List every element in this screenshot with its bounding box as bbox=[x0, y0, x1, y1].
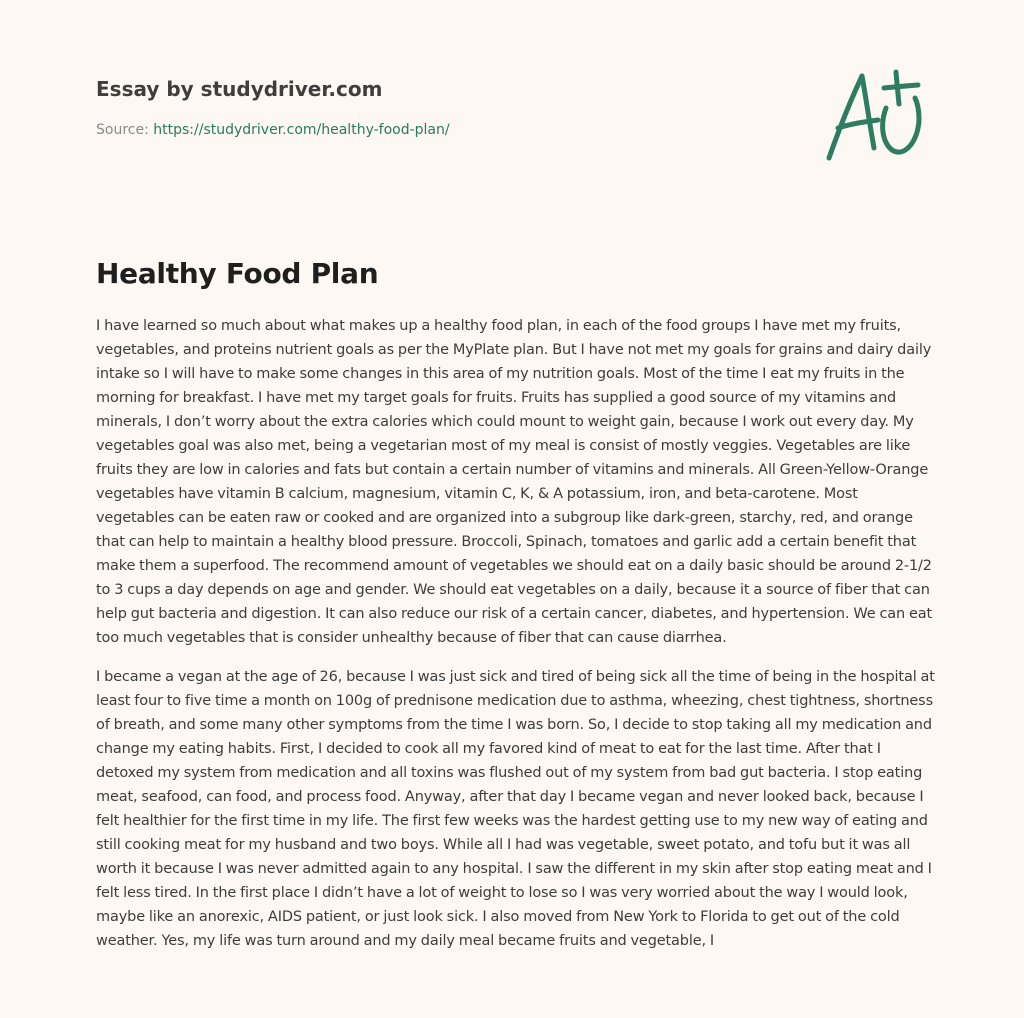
essay-paragraph: I have learned so much about what makes up a healthy food plan, in each of the food groups I have met my fruits, vegetables, and proteins nutrient goals as per the MyPlate plan. But I have not met my goals for grains and dairy daily intake so I will have to make some changes in this area of my nutrition goals. Most of the time I eat my fruits in the morning for breakfast. I have met my target goals for fruits. Fruits has supplied a good source of my vitamins and minerals, I don’t worry about the extra calories which could mount to weight gain, because I work out every day. My vegetables goal was also met, being a vegetarian most of my meal is consist of mostly veggies. Vegetables are like fruits they are low in calories and fats but contain a certain number of vitamins and minerals. All Green-Yellow-Orange vegetables have vitamin B calcium, magnesium, vitamin C, K, & A potassium, iron, and beta-carotene. Most vegetables can be eaten raw or cooked and are organized into a subgroup like dark-green, starchy, red, and orange that can help to maintain a healthy blood pressure. Broccoli, Spinach, tomatoes and garlic add a certain benefit that make them a superfood. The recommend amount of vegetables we should eat on a daily basic should be around 2-1/2 to 3 cups a day depends on age and gender. We should eat vegetables on a daily, because it a source of fiber that can help gut bacteria and digestion. It can also reduce our risk of a certain cancer, diabetes, and hypertension. We can eat too much vegetables that is consider unhealthy because of fiber that can cause diarrhea. bbox=[96, 318, 933, 646]
source-line bbox=[96, 120, 796, 140]
essay-by-heading: Essay by studydriver.com bbox=[96, 77, 383, 101]
essay-header bbox=[96, 74, 796, 140]
page-title: Healthy Food Plan bbox=[96, 257, 379, 290]
a-plus-logo-svg bbox=[822, 68, 926, 164]
essay-content bbox=[96, 314, 936, 968]
essay-paragraph: I became a vegan at the age of 26, because I was just sick and tired of being sick all the time of being in the hospital at least four to five time a month on 100g of prednisone medication due to asthma, wheezing, chest tightness, shortness of breath, and some many other symptoms from the time I was born. So, I decide to stop taking all my medication and change my eating habits. First, I decided to cook all my favored kind of meat to eat for the last time. After that I detoxed my system from medication and all toxins was flushed out of my system from bad gut bacteria. I stop eating meat, seafood, can food, and process food. Anyway, after that day I became vegan and never looked back, because I felt healthier for the first time in my life. The first few weeks was the hardest getting use to my new way of eating and still cooking meat for my husband and two boys. While all I had was vegetable, sweet potato, and tofu but it was all worth it because I was never admitted again to any hospital. I saw the different in my skin after stop eating meat and I felt less tired. In the first place I didn’t have a lot of weight to lose so I was very worried about the way I would look, maybe like an anorexic, AIDS patient, or just look sick. I also moved from New York to Florida to get out of the cold weather. Yes, my life was turn around and my daily meal became fruits and vegetable, I bbox=[96, 669, 935, 949]
source-link[interactable]: https://studydriver.com/healthy-food-plan/ bbox=[153, 122, 450, 138]
source-label: Source: bbox=[96, 122, 149, 138]
a-plus-grade-icon bbox=[822, 68, 926, 164]
